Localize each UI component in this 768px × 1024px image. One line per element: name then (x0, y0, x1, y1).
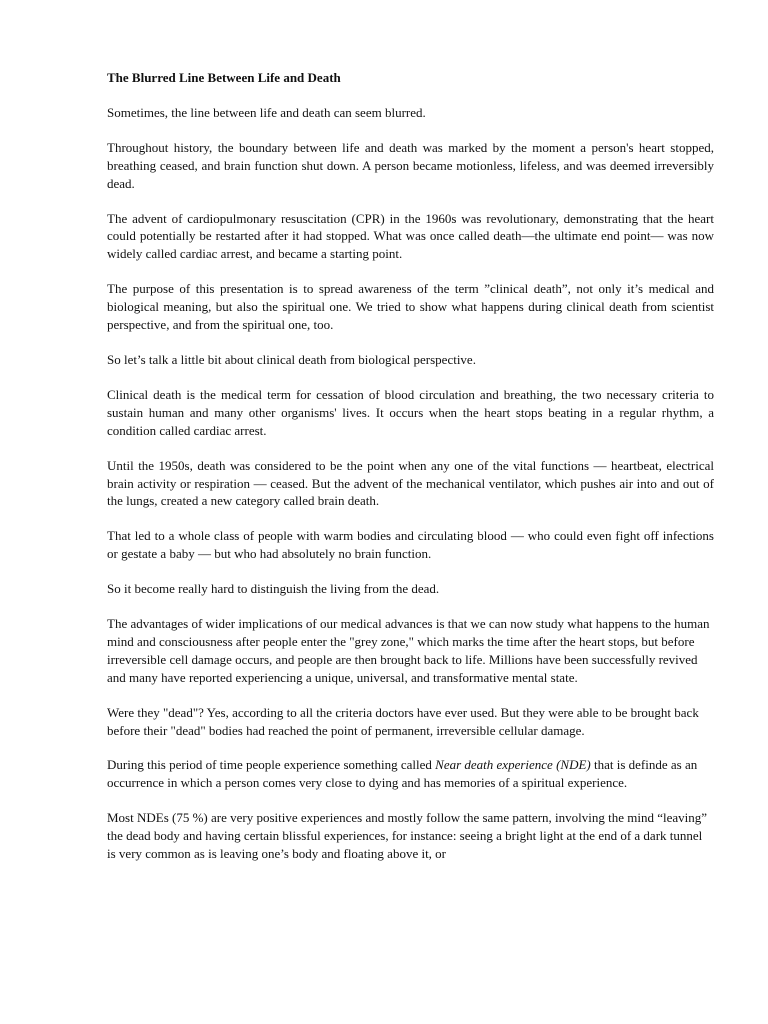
paragraph-12-italic-term: Near death experience (NDE) (435, 757, 591, 773)
paragraph-9: So it become really hard to distinguish the living from the dead. (107, 581, 440, 597)
paragraph-3: The advent of cardiopulmonary resuscitation (CPR) in the 1960s was revolutionary, demonstrating that the heart could potentially be restarted after it had stopped. What was once called death—the ultimate end point— was now widely called cardiac arrest, and became a starting point. (107, 210, 714, 262)
paragraph-11: Were they "dead"? Yes, according to all the criteria doctors have ever used. But they were able to be brought back before their "dead" bodies had reached the point of permanent, irreversible cellular damage. (107, 704, 699, 738)
paragraph-5: So let’s talk a little bit about clinical death from biological perspective. (107, 351, 476, 367)
paragraph-10: The advantages of wider implications of our medical advances is that we can now study what happens to the human mind and consciousness after people enter the "grey zone," which marks the time after the heart stops, but before irreversible cell damage occurs, and people are then brought back to life. Millions have been successfully revived and many have reported experiencing a unique, universal, and transformative mental state. (107, 616, 710, 685)
paragraph-13: Most NDEs (75 %) are very positive experiences and mostly follow the same pattern, involving the mind “leaving” the dead body and having certain blissful experiences, for instance: seeing a bright light at the end of a dark tunnel is very common as is leaving one’s body and floating above it, or (107, 810, 708, 862)
paragraph-12-text-end: that is definde as an occurrence in which a person comes very close to dying and has memories of a spiritual experience. (107, 757, 698, 791)
paragraph-12-text-start: During this period of time people experience something called (107, 757, 436, 773)
paragraph-12 (107, 756, 714, 792)
paragraph-8: That led to a whole class of people with warm bodies and circulating blood — who could even fight off infections or gestate a baby — but who had absolutely no brain function. (107, 528, 714, 562)
paragraph-1: Sometimes, the line between life and death can seem blurred. (107, 104, 426, 120)
paragraph-4: The purpose of this presentation is to spread awareness of the term ”clinical death”, not only it’s medical and biological meaning, but also the spiritual one. We tried to show what happens during clinical death from scientist perspective, and from the spiritual one, too. (107, 281, 714, 333)
paragraph-7: Until the 1950s, death was considered to be the point when any one of the vital functions — heartbeat, electrical brain activity or respiration — ceased. But the advent of the mechanical ventilator, which pushes air into and out of the lungs, created a new category called brain death. (107, 457, 714, 509)
document-page (107, 69, 714, 880)
document-title: The Blurred Line Between Life and Death (107, 70, 341, 85)
paragraph-2: Throughout history, the boundary between life and death was marked by the moment a person's heart stopped, breathing ceased, and brain function shut down. A person became motionless, lifeless, and was deemed irreversibly dead. (107, 139, 714, 191)
paragraph-6: Clinical death is the medical term for cessation of blood circulation and breathing, the two necessary criteria to sustain human and many other organisms' lives. It occurs when the heart stops beating in a regular rhythm, a condition called cardiac arrest. (107, 386, 714, 438)
